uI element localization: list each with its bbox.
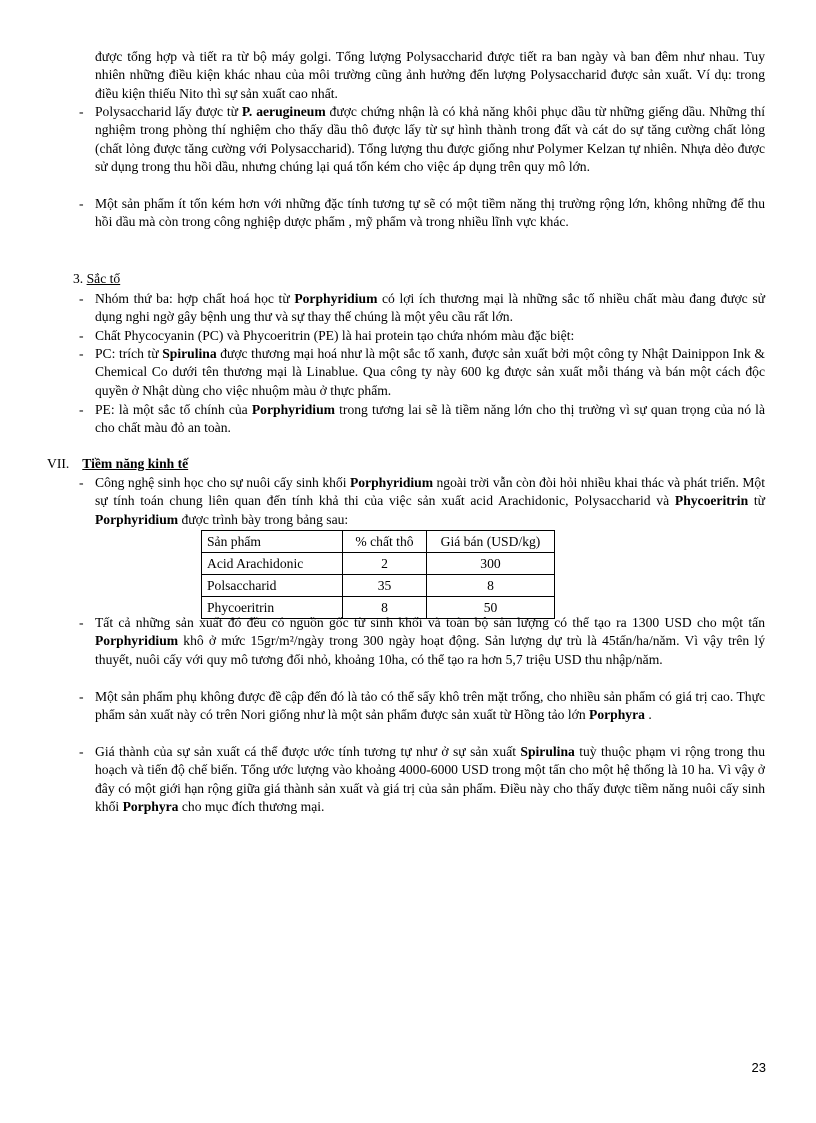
list-item: - Một sản phẩm phụ không được đề cập đến đó là tảo có thể sấy khô trên mặt trống, cho nhiều sản phẩm có giá trị cao. Thực phẩm sản xuất này có trên Nori giống như là một sản phẩm được sản xuất từ Hồng tảo lớn Porphyra . xyxy=(79,689,765,723)
page-number: 23 xyxy=(751,1060,766,1075)
intro-paragraph: được tổng hợp và tiết ra từ bộ máy golgi. Tổng lượng Polysaccharid được tiết ra ban ngày và ban đêm như nhau. Tuy nhiên những điều kiện khác nhau của môi trường cũng ảnh hưởng đến lượng Polysaccharid được sản xuất. Ví dụ: trong điều kiện thiếu Nito thì sự sản xuất cao nhất. xyxy=(95,49,765,101)
section-3-heading: 3. Sắc tố xyxy=(73,271,121,286)
list-item: - Polysaccharid lấy được từ P. aerugineum được chứng nhận là có khả năng khôi phục dầu từ những giếng dầu. Những thí nghiệm trong phòng thí nghiệm cho thấy dầu thô được lấy từ sự hình thành trong đất và cát do sự tăng cường chất lỏng (chất lỏng được tăng cường với Polysaccharid). Tổng lượng thu được giống như Polymer Kelzan tự nhiên. Nhựa dẻo được sử dụng trong thu hồi dầu, nhưng chúng lại quá tốn kém cho việc áp dụng trên quy mô lớn. xyxy=(79,104,765,174)
list-item: - Giá thành của sự sản xuất cá thể được ước tính tương tự như ở sự sản xuất Spirulina tuỳ thuộc phạm vi rộng trong thu hoạch và tiến độ chế biến. Tổng ước lượng vào khoảng 4000-6000 USD trong một tấn cho một hệ thống là 10 ha. Vì vậy ở đây có một giới hạn rộng giữa giá thành sản xuất và giá trị của sản phẩm. Điều này cho thấy được tiềm năng nuôi cấy sinh khối Porphyra cho mục đích thương mại. xyxy=(79,744,765,814)
bullet-dash: - xyxy=(79,689,84,704)
table-row: Acid Arachidonic 2 300 xyxy=(202,553,555,575)
bullet-dash: - xyxy=(79,328,84,343)
list-item: - Công nghệ sinh học cho sự nuôi cấy sinh khối Porphyridium ngoài trời vẫn còn đòi hỏi nhiều khai thác và phát triển. Một sự tính toán chung liên quan đến tính khả thi của việc sản xuất acid Arachidonic, Polysaccharid và Phycoeritrin từ Porphyridium được trình bày trong bảng sau: xyxy=(79,475,766,527)
bullet-dash: - xyxy=(79,104,84,119)
bullet-dash: - xyxy=(79,402,84,417)
list-item: - PC: trích từ Spirulina được thương mại hoá như là một sắc tố xanh, được sản xuất bởi một công ty Nhật Dainippon Ink & Chemical Co dưới tên thương mại là Linablue. Qua công ty này 600 kg được sản xuất mỗi tháng và bán một cách độc quyền ở Nhật dùng cho việc nhuộm màu ở thực phẩm. xyxy=(79,346,765,398)
bullet-dash: - xyxy=(79,346,84,361)
table-row: Polsaccharid 35 8 xyxy=(202,575,555,597)
list-item: - Một sản phẩm ít tốn kém hơn với những đặc tính tương tự sẽ có một tiềm năng thị trường rộng lớn, không những để thu hồi dầu mà còn trong công nghiệp dược phẩm , mỹ phẩm và trong nhiều lĩnh vực khác. xyxy=(79,196,765,230)
list-item: - Tất cả những sản xuất đó đều có nguồn gốc từ sinh khối và toàn bộ sản lượng có thể tạo ra 1300 USD cho một tấn Porphyridium khô ở mức 15gr/m²/ngày trong 300 ngày hoạt động. Sản lượng dự trù là 45tấn/ha/năm. Vì vậy trên lý thuyết, nuôi cấy với quy mô tương đối nhỏ, khoảng 10ha, có thể tạo ra hơn 5,7 triệu USD thu nhập/năm. xyxy=(79,615,765,667)
bullet-dash: - xyxy=(79,196,84,211)
bullet-dash: - xyxy=(79,475,84,490)
economics-table xyxy=(201,530,555,619)
bullet-dash: - xyxy=(79,615,84,630)
section-7-heading: VII. Tiềm năng kinh tế xyxy=(47,456,189,471)
table-header-row: Sản phẩm % chất thô Giá bán (USD/kg) xyxy=(202,531,555,553)
list-item: - PE: là một sắc tố chính của Porphyridium trong tương lai sẽ là tiềm năng lớn cho thị trường vì sự quan trọng của nó là cho chất màu đỏ an toàn. xyxy=(79,402,765,436)
bullet-dash: - xyxy=(79,291,84,306)
bullet-dash: - xyxy=(79,744,84,759)
table-row: Phycoeritrin 8 50 xyxy=(202,597,555,619)
list-item: - Nhóm thứ ba: hợp chất hoá học từ Porphyridium có lợi ích thương mại là những sắc tố nhiều chất màu đang được sử dụng nghi ngờ gây bệnh ung thư và sự thay thế chúng là một yêu cầu rất lớn. xyxy=(79,291,765,325)
list-item: - Chất Phycocyanin (PC) và Phycoeritrin (PE) là hai protein tạo chứa nhóm màu đặc biệt: xyxy=(79,327,765,345)
